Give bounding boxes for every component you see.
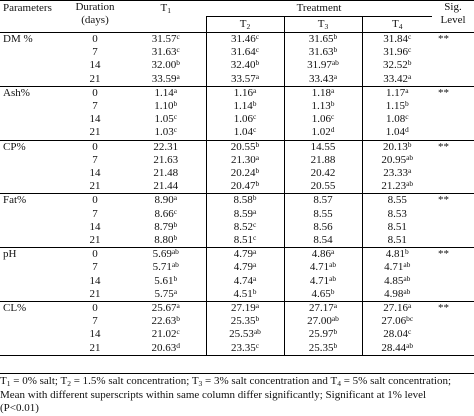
t4-value-cell: 28.44$^{ab}$ bbox=[362, 342, 432, 356]
t4-value-cell: 4.71$^{ab}$ bbox=[362, 261, 432, 274]
t1-value-cell: 1.10$^b$ bbox=[154, 100, 178, 113]
duration-cell: 21 bbox=[89, 180, 101, 193]
sig-level-cell bbox=[432, 288, 474, 302]
t4-value-cell: 8.51 bbox=[362, 221, 432, 234]
duration-cell: 7 bbox=[92, 207, 98, 220]
t2-value-cell: 1.14$^b$ bbox=[206, 100, 284, 113]
t2-value-cell: 4.51$^b$ bbox=[206, 288, 284, 302]
t2-value-cell: 1.06$^c$ bbox=[206, 113, 284, 126]
t2-value-cell: 32.40$^b$ bbox=[206, 59, 284, 72]
table-row bbox=[0, 208, 474, 221]
table-row bbox=[0, 86, 474, 100]
t1-value-cell: 21.63 bbox=[153, 153, 179, 166]
t3-value-cell: 4.71$^{ab}$ bbox=[284, 275, 362, 288]
parameter-cell bbox=[0, 180, 64, 194]
t3-value-cell: 21.88 bbox=[284, 154, 362, 167]
t4-value-cell: 8.55 bbox=[362, 194, 432, 208]
table-row bbox=[0, 275, 474, 288]
t4-value-cell: 20.95$^{ab}$ bbox=[362, 154, 432, 167]
sig-level-cell bbox=[432, 234, 474, 248]
sig-level-cell bbox=[432, 126, 474, 140]
table-row bbox=[0, 140, 474, 154]
sig-level-cell bbox=[432, 261, 474, 274]
sig-level-cell: ** bbox=[432, 248, 474, 262]
t3-value-cell: 25.35$^b$ bbox=[284, 342, 362, 356]
t2-value-cell: 20.24$^b$ bbox=[206, 167, 284, 180]
duration-cell: 21 bbox=[89, 126, 101, 139]
duration-cell: 0 bbox=[64, 194, 126, 208]
t2-value-cell: 4.74$^a$ bbox=[206, 275, 284, 288]
parameter-cell: CL% bbox=[0, 302, 64, 316]
parameter-cell bbox=[0, 73, 64, 87]
t4-value-cell: 8.53 bbox=[362, 208, 432, 221]
table-row bbox=[0, 194, 474, 208]
t4-value-cell: 21.23$^{ab}$ bbox=[362, 180, 432, 194]
table-row bbox=[0, 302, 474, 316]
header-t3: $T_3$ bbox=[284, 17, 362, 33]
duration-cell: 0 bbox=[64, 248, 126, 262]
t4-value-cell: 27.06$^{bc}$ bbox=[362, 315, 432, 328]
t1-value-cell: 8.66$^c$ bbox=[154, 207, 178, 220]
t2-value-cell: 25.35$^b$ bbox=[206, 315, 284, 328]
t1-value-cell: 21.44 bbox=[153, 180, 179, 193]
t3-value-cell: 27.00$^{ab}$ bbox=[284, 315, 362, 328]
parameter-cell: Ash% bbox=[0, 86, 64, 100]
t3-value-cell: 4.71$^{ab}$ bbox=[284, 261, 362, 274]
t4-value-cell: 1.17$^a$ bbox=[362, 86, 432, 100]
sig-level-cell: ** bbox=[432, 302, 474, 316]
t2-value-cell: 1.16$^a$ bbox=[206, 86, 284, 100]
sig-level-cell: ** bbox=[432, 86, 474, 100]
header-t1: $T_1$ bbox=[126, 1, 206, 33]
parameter-cell bbox=[0, 275, 64, 288]
t4-value-cell: 33.42$^a$ bbox=[362, 73, 432, 87]
header-t4: $T_4$ bbox=[362, 17, 432, 33]
t3-value-cell: 20.42 bbox=[284, 167, 362, 180]
t4-value-cell: 27.16$^a$ bbox=[362, 302, 432, 316]
duration-cell: 7 bbox=[92, 153, 98, 166]
t1-value-cell: 25.67$^a$ bbox=[126, 302, 206, 316]
duration-cell: 14 bbox=[89, 220, 101, 233]
t2-value-cell: 8.51$^c$ bbox=[206, 234, 284, 248]
sig-level-cell: ** bbox=[432, 140, 474, 154]
header-sig-level: Sig. Level bbox=[432, 1, 474, 33]
parameter-cell bbox=[0, 342, 64, 356]
table-row bbox=[0, 46, 474, 59]
parameter-cell bbox=[0, 100, 64, 113]
parameter-cell bbox=[0, 59, 64, 72]
t3-value-cell: 8.54 bbox=[284, 234, 362, 248]
sig-level-cell: ** bbox=[432, 194, 474, 208]
t4-value-cell: 8.51 bbox=[362, 234, 432, 248]
t3-value-cell: 20.55 bbox=[284, 180, 362, 194]
t1-value-cell: 32.00$^b$ bbox=[151, 59, 180, 72]
duration-cell: 7 bbox=[92, 261, 98, 274]
t3-value-cell: 27.17$^a$ bbox=[284, 302, 362, 316]
t1-value-cell: 1.14$^a$ bbox=[126, 86, 206, 100]
duration-cell: 14 bbox=[89, 167, 101, 180]
t2-value-cell: 33.57$^a$ bbox=[206, 73, 284, 87]
table-row bbox=[0, 315, 474, 328]
t3-value-cell: 31.65$^b$ bbox=[284, 33, 362, 47]
parameter-cell bbox=[0, 167, 64, 180]
t4-value-cell: 4.85$^{ab}$ bbox=[362, 275, 432, 288]
t2-value-cell: 8.58$^b$ bbox=[206, 194, 284, 208]
header-t2: $T_2$ bbox=[206, 17, 284, 33]
t4-value-cell: 4.98$^{ab}$ bbox=[362, 288, 432, 302]
duration-cell: 21 bbox=[64, 342, 126, 356]
t2-value-cell: 27.19$^a$ bbox=[206, 302, 284, 316]
t2-value-cell: 31.64$^c$ bbox=[206, 46, 284, 59]
sig-level-cell bbox=[432, 221, 474, 234]
duration-cell: 0 bbox=[64, 302, 126, 316]
t1-value-cell: 8.79$^b$ bbox=[154, 220, 178, 233]
t3-value-cell: 1.06$^c$ bbox=[284, 113, 362, 126]
sig-level-cell bbox=[432, 167, 474, 180]
t1-value-cell: 1.03$^c$ bbox=[154, 126, 178, 139]
t3-value-cell: 8.56 bbox=[284, 221, 362, 234]
duration-cell: 0 bbox=[64, 33, 126, 47]
t4-value-cell: 28.04$^c$ bbox=[362, 328, 432, 341]
t1-value-cell: 5.61$^b$ bbox=[154, 274, 178, 287]
table-row bbox=[0, 154, 474, 167]
table-footnote bbox=[0, 373, 474, 416]
table-row bbox=[0, 221, 474, 234]
duration-cell: 14 bbox=[89, 274, 101, 287]
t1-value-cell: 21.02$^c$ bbox=[151, 328, 180, 341]
t3-value-cell: 1.18$^a$ bbox=[284, 86, 362, 100]
header-treatment: Treatment bbox=[206, 1, 432, 17]
table-row bbox=[0, 248, 474, 262]
parameter-cell bbox=[0, 328, 64, 341]
table-row bbox=[0, 180, 474, 194]
t4-value-cell: 31.96$^c$ bbox=[362, 46, 432, 59]
t1-value-cell: 21.48 bbox=[153, 167, 179, 180]
t2-value-cell: 4.79$^a$ bbox=[206, 261, 284, 274]
t4-value-cell: 32.52$^b$ bbox=[362, 59, 432, 72]
duration-cell: 21 bbox=[89, 234, 101, 247]
table-row bbox=[0, 167, 474, 180]
duration-cell: 7 bbox=[92, 315, 98, 328]
table-row bbox=[0, 342, 474, 356]
t1-value-cell: 22.31 bbox=[126, 140, 206, 154]
duration-cell: 14 bbox=[89, 328, 101, 341]
sig-level-cell bbox=[432, 46, 474, 59]
t1-value-cell: 5.71$^{ab}$ bbox=[152, 261, 179, 274]
table-row bbox=[0, 261, 474, 274]
sig-level-cell bbox=[432, 154, 474, 167]
sig-level-cell bbox=[432, 275, 474, 288]
parameter-cell: DM % bbox=[0, 33, 64, 47]
parameter-cell bbox=[0, 234, 64, 248]
t4-value-cell: 20.13$^b$ bbox=[362, 140, 432, 154]
t3-value-cell: 31.63$^b$ bbox=[284, 46, 362, 59]
t2-value-cell: 20.47$^b$ bbox=[206, 180, 284, 194]
duration-cell: 14 bbox=[89, 59, 101, 72]
sig-level-cell bbox=[432, 59, 474, 72]
t3-value-cell: 31.97$^{ab}$ bbox=[284, 59, 362, 72]
duration-cell: 21 bbox=[89, 287, 101, 300]
parameter-cell bbox=[0, 126, 64, 140]
t4-value-cell: 1.08$^c$ bbox=[362, 113, 432, 126]
table-row bbox=[0, 100, 474, 113]
parameter-cell: CP% bbox=[0, 140, 64, 154]
header-parameters: Parameters bbox=[0, 1, 64, 33]
t3-value-cell: 4.65$^b$ bbox=[284, 288, 362, 302]
t3-value-cell: 1.02$^d$ bbox=[284, 126, 362, 140]
t3-value-cell: 4.86$^a$ bbox=[284, 248, 362, 262]
t2-value-cell: 8.59$^a$ bbox=[206, 208, 284, 221]
t1-value-cell: 20.63$^d$ bbox=[126, 342, 206, 356]
sig-level-cell bbox=[432, 328, 474, 341]
t2-value-cell: 8.52$^c$ bbox=[206, 221, 284, 234]
t3-value-cell: 33.43$^a$ bbox=[284, 73, 362, 87]
t2-value-cell: 25.53$^{ab}$ bbox=[206, 328, 284, 341]
table-row bbox=[0, 126, 474, 140]
t3-value-cell: 8.57 bbox=[284, 194, 362, 208]
t4-value-cell: 4.81$^b$ bbox=[362, 248, 432, 262]
table-row bbox=[0, 234, 474, 248]
table-row bbox=[0, 73, 474, 87]
duration-cell: 21 bbox=[89, 72, 101, 85]
t4-value-cell: 1.15$^b$ bbox=[362, 100, 432, 113]
t4-value-cell: 1.04$^d$ bbox=[362, 126, 432, 140]
t1-value-cell: 5.75$^a$ bbox=[154, 287, 178, 300]
sig-level-cell bbox=[432, 208, 474, 221]
parameter-cell: Fat% bbox=[0, 194, 64, 208]
header-duration: Duration (days) bbox=[64, 1, 126, 33]
t2-value-cell: 21.30$^a$ bbox=[206, 154, 284, 167]
parameter-cell bbox=[0, 288, 64, 302]
parameter-cell bbox=[0, 261, 64, 274]
t4-value-cell: 31.84$^c$ bbox=[362, 33, 432, 47]
sig-level-cell: ** bbox=[432, 33, 474, 47]
t3-value-cell: 1.13$^b$ bbox=[284, 100, 362, 113]
footnote-line-3: (P<0.01) bbox=[0, 402, 39, 414]
parameter-cell bbox=[0, 208, 64, 221]
parameter-cell bbox=[0, 315, 64, 328]
t2-value-cell: 20.55$^b$ bbox=[206, 140, 284, 154]
duration-cell: 14 bbox=[89, 113, 101, 126]
sig-level-cell bbox=[432, 113, 474, 126]
t3-value-cell: 25.97$^b$ bbox=[284, 328, 362, 341]
sig-level-cell bbox=[432, 73, 474, 87]
t1-value-cell: 8.80$^b$ bbox=[154, 234, 178, 247]
parameter-cell bbox=[0, 46, 64, 59]
footnote-line-1: $T_1 = 0\%$ salt; $T_2 = 1.5\%$ salt concentration; $T_3 = 3\%$ salt concentration and $T_4 = 5\%$ salt concentration; bbox=[0, 375, 452, 388]
table-row bbox=[0, 59, 474, 72]
t1-value-cell: 5.69$^{ab}$ bbox=[126, 248, 206, 262]
table-body bbox=[0, 33, 474, 356]
t3-value-cell: 8.55 bbox=[284, 208, 362, 221]
table-row bbox=[0, 288, 474, 302]
t2-value-cell: 31.46$^c$ bbox=[206, 33, 284, 47]
parameter-cell bbox=[0, 154, 64, 167]
t3-value-cell: 14.55 bbox=[284, 140, 362, 154]
duration-cell: 7 bbox=[92, 46, 98, 59]
t2-value-cell: 23.35$^c$ bbox=[206, 342, 284, 356]
sig-level-cell bbox=[432, 100, 474, 113]
sig-level-cell bbox=[432, 180, 474, 194]
t1-value-cell: 31.57$^c$ bbox=[126, 33, 206, 47]
footnote-line-2: Mean with different superscripts within same column differ significantly; Significant at 1% level bbox=[0, 388, 427, 401]
t4-value-cell: 23.33$^a$ bbox=[362, 167, 432, 180]
table-row bbox=[0, 113, 474, 126]
duration-cell: 7 bbox=[92, 100, 98, 113]
parameter-cell bbox=[0, 113, 64, 126]
t1-value-cell: 33.59$^a$ bbox=[151, 72, 180, 85]
t1-value-cell: 31.63$^c$ bbox=[151, 46, 180, 59]
parameter-cell: pH bbox=[0, 248, 64, 262]
duration-cell: 0 bbox=[64, 140, 126, 154]
table-row bbox=[0, 33, 474, 47]
sig-level-cell bbox=[432, 315, 474, 328]
t1-value-cell: 22.63$^b$ bbox=[151, 315, 180, 328]
t1-value-cell: 8.90$^a$ bbox=[126, 194, 206, 208]
sig-level-cell bbox=[432, 342, 474, 356]
parameter-cell bbox=[0, 221, 64, 234]
duration-cell: 0 bbox=[64, 86, 126, 100]
table-row bbox=[0, 328, 474, 341]
t2-value-cell: 1.04$^c$ bbox=[206, 126, 284, 140]
t1-value-cell: 1.05$^c$ bbox=[154, 113, 178, 126]
t2-value-cell: 4.79$^a$ bbox=[206, 248, 284, 262]
